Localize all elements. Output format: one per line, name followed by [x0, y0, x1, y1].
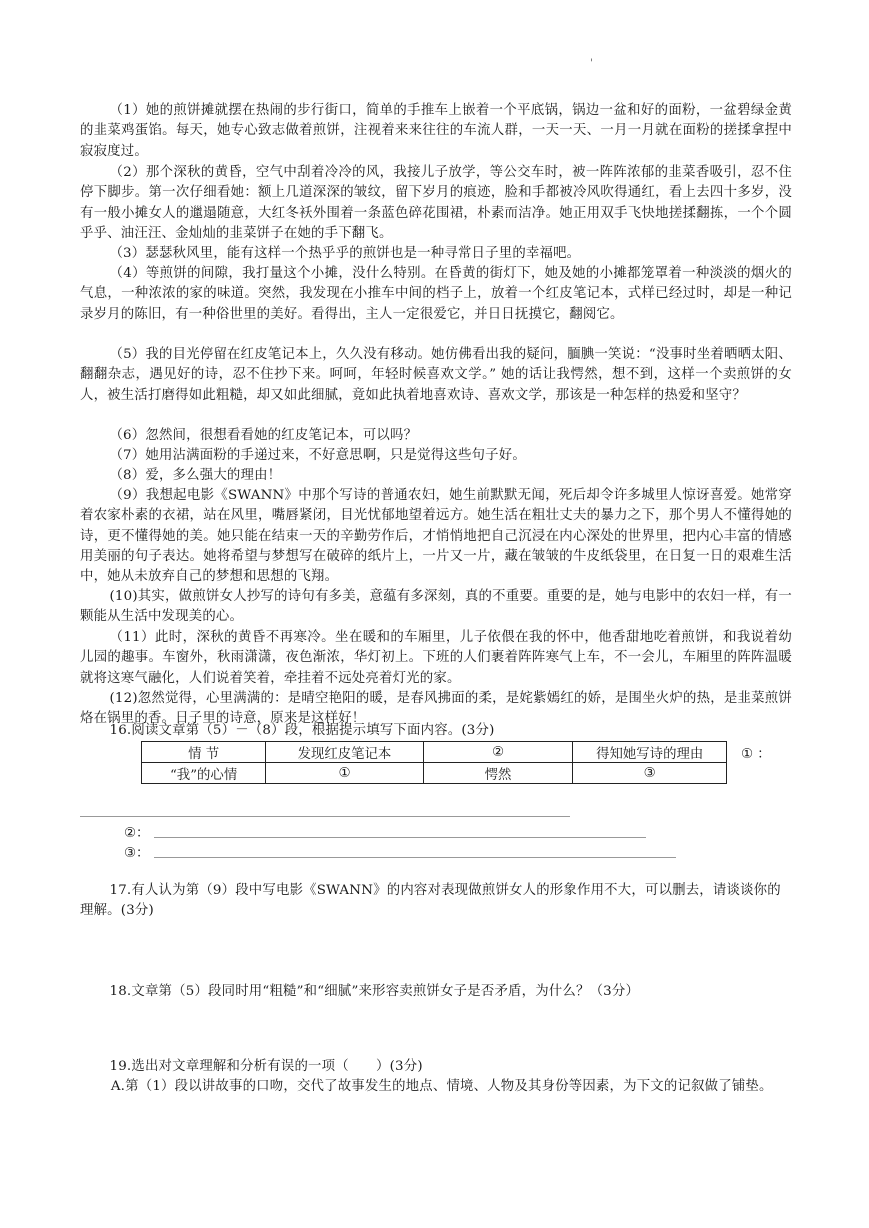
table-cell: 得知她写诗的理由: [573, 742, 727, 763]
paragraph-2: （2）那个深秋的黄昏，空气中刮着冷冷的风，我接儿子放学，等公交车时，被一阵阵浓郁的韭菜香吸引，忍不住停下脚步。第一次仔细看她：额上几道深深的皱纹，留下岁月的痕迹，脸和手都被冷风吹得通红，看上去四十多岁，没有一般小摊女人的邋遢随意，大红冬袄外围着一条蓝色碎花围裙，朴素而洁净。她正用双手飞快地搓揉翻拣，一个个圆乎乎、油汪汪、金灿灿的韭菜饼子在她的手下翻飞。: [80, 165, 792, 241]
table-cell: 发现红皮笔记本: [266, 742, 424, 763]
answer-3-label: ③：: [124, 846, 150, 861]
answer-3-line[interactable]: [154, 857, 676, 858]
question-19-prompt: 19.选出对文章理解和分析有误的一项（ ）(3分): [109, 1059, 423, 1074]
paragraph-9: （9）我想起电影《SWANN》中那个写诗的普通农妇，她生前默默无闻，死后却令许多城里人惊讶喜爱。她常穿着农家朴素的衣裙，站在风里，嘴唇紧闭，目光忧郁地望着远方。她生活在粗壮丈夫的暴力之下，那个男人不懂得她的诗，更不懂得她的美。她只能在结束一天的辛勤劳作后，才悄悄地把自己沉浸在内心深处的世界里，把内心丰富的情感用美丽的句子表达。她将希望与梦想写在破碎的纸片上，一片又一片，藏在皱皱的牛皮纸袋里，在日复一日的艰难生活中，她从未放弃自己的梦想和思想的飞翔。: [80, 488, 792, 585]
paragraph-6: （6）忽然间，很想看看她的红皮笔记本，可以吗？: [109, 428, 418, 443]
table-row: [142, 763, 727, 784]
answer-1-line[interactable]: [80, 816, 570, 817]
paragraph-7: （7）她用沾满面粉的手递过来，不好意思啊，只是觉得这些句子好。: [109, 448, 526, 463]
paragraph-10: (10)其实，做煎饼女人抄写的诗句有多美，意蕴有多深刻，真的不重要。重要的是，她与电影中的农妇一样，有一颗能从生活中发现美的心。: [80, 589, 792, 625]
answer-1-label: ① ：: [741, 747, 771, 762]
table-cell: “我”的心情: [142, 763, 266, 784]
paragraph-3: （3）瑟瑟秋风里，能有这样一个热乎乎的煎饼也是一种寻常日子里的幸福吧。: [109, 246, 581, 261]
question-18: 18.文章第（5）段同时用“粗糙”和“细腻”来形容卖煎饼女子是否矛盾，为什么？（3分）: [109, 984, 640, 999]
answer-2-label: ②：: [124, 826, 150, 841]
question-17: 17.有人认为第（9）段中写电影《SWANN》的内容对表现做煎饼女人的形象作用不大，可以删去，请谈谈你的理解。(3分): [80, 883, 781, 919]
question-19-option-a: A.第（1）段以讲故事的口吻，交代了故事发生的地点、情境、人物及其身份等因素，为下文的记叙做了铺垫。: [110, 1079, 773, 1094]
table-cell: ②: [423, 742, 573, 763]
paragraph-8: （8）爱，多么强大的理由！: [109, 468, 282, 483]
table-cell: ①: [266, 763, 424, 784]
table-cell: 愕然: [423, 763, 573, 784]
paragraph-12: (12)忽然觉得，心里满满的：是晴空艳阳的暖，是春风拂面的柔，是姹紫嫣红的娇，是围坐火炉的热，是韭菜煎饼烙在锅里的香。日子里的诗意，原来是这样好！: [80, 691, 792, 727]
question-16-prompt: 16.阅读文章第（5）－（8）段，根据提示填写下面内容。(3分): [109, 723, 495, 738]
table-cell: 情 节: [142, 742, 266, 763]
table-cell: ③: [573, 763, 727, 784]
header-mark: ': [590, 58, 593, 69]
answer-2-line[interactable]: [154, 837, 646, 838]
paragraph-11: （11）此时，深秋的黄昏不再寒冷。坐在暖和的车厢里，儿子依偎在我的怀中，他香甜地吃着煎饼，和我说着幼儿园的趣事。车窗外，秋雨潇潇，夜色渐浓，华灯初上。下班的人们裹着阵阵寒气上车，不一会儿，车厢里的阵阵温暖就将这寒气融化，人们说着笑着，牵挂着不远处亮着灯光的家。: [80, 630, 792, 686]
paragraph-4: （4）等煎饼的间隙，我打量这个小摊，没什么特别。在昏黄的街灯下，她及她的小摊都笼罩着一种淡淡的烟火的气息，一种浓浓的家的味道。突然，我发现在小推车中间的档子上，放着一个红皮笔记本，式样已经过时，却是一种记录岁月的陈旧，有一种俗世里的美好。看得出，主人一定很爱它，并日日抚摸它，翻阅它。: [80, 266, 792, 322]
paragraph-1: （1）她的煎饼摊就摆在热闹的步行街口，简单的手推车上嵌着一个平底锅，锅边一盆和好的面粉，一盆碧绿金黄的韭菜鸡蛋馅。每天，她专心致志做着煎饼，注视着来来往往的车流人群，一天一天、一月一月就在面粉的搓揉拿捏中寂寂度过。: [80, 103, 792, 159]
question-16-table: [141, 741, 727, 784]
paragraph-5: （5）我的目光停留在红皮笔记本上，久久没有移动。她仿佛看出我的疑问，腼腆一笑说：“没事时坐着晒晒太阳、翻翻杂志，遇见好的诗，忍不住抄下来。呵呵，年轻时候喜欢文学。” 她的话让我愕然，想不到，这样一个卖煎饼的女人，被生活打磨得如此粗糙，却又如此细腻，竟如此执着地喜欢诗、喜欢文学，那该是一种怎样的热爱和坚守？: [80, 347, 792, 403]
table-row: [142, 742, 727, 763]
